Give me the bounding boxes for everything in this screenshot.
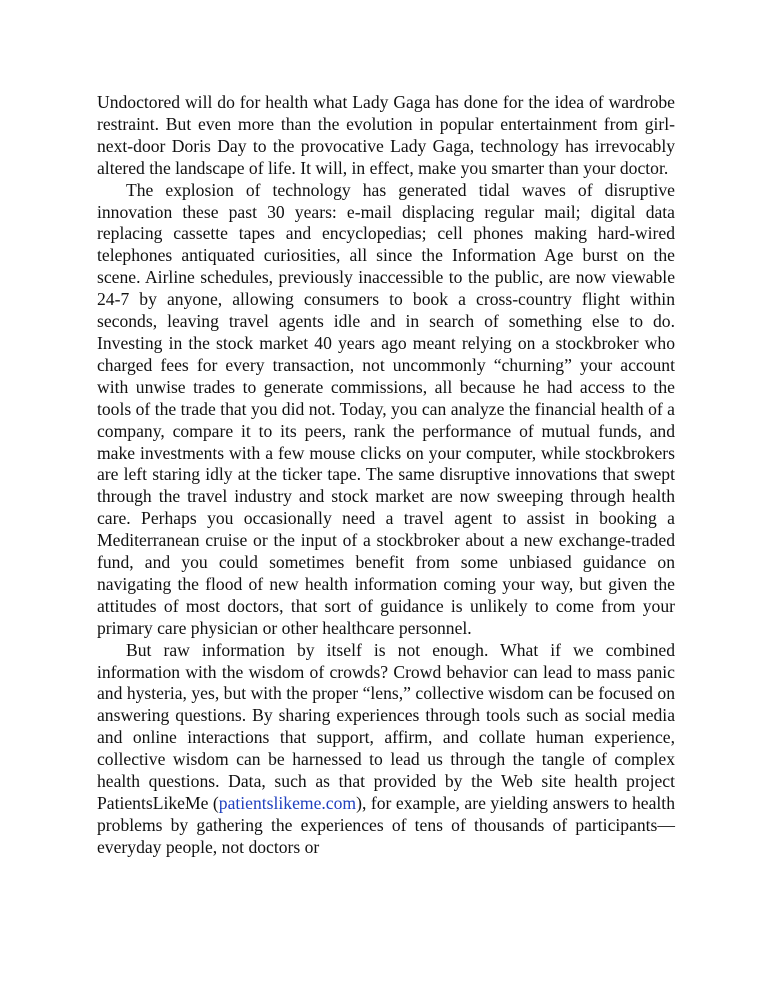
patientslikeme-link[interactable]: patientslikeme.com: [218, 793, 357, 813]
paragraph-3-text-before-link: But raw information by itself is not enough. What if we combined information with the wisdom of crowds? Crowd behavior can lead to mass panic and hysteria, yes, but with the proper “lens,” collective wisdom can be focused on answering questions. By sharing experiences through tools such as social media and online interactions that support, affirm, and collate human experience, collective wisdom can be harnessed to lead us through the tangle of complex health questions. Data, such as that provided by the Web site health project PatientsLikeMe (: [97, 639, 675, 813]
paragraph-3-text-after-link: ), for example, are yielding answers to health problems by gathering the experiences of tens of thousands of participants—everyday people, not doctors or: [97, 793, 675, 857]
book-page-body: [97, 92, 675, 859]
paragraph-2: The explosion of technology has generated tidal waves of disruptive innovation these past 30 years: e-mail displacing regular mail; digital data replacing cassette tapes and encyclopedias; cell phones making hard-wired telephones antiquated curiosities, all since the Information Age burst on the scene. Airline schedules, previously inaccessible to the public, are now viewable 24-7 by anyone, allowing consumers to book a cross-country flight within seconds, leaving travel agents idle and in search of something else to do. Investing in the stock market 40 years ago meant relying on a stockbroker who charged fees for every transaction, not uncommonly “churning” your account with unwise trades to generate commissions, all because he had access to the tools of the trade that you did not. Today, you can analyze the financial health of a company, compare it to its peers, rank the performance of mutual funds, and make investments with a few mouse clicks on your computer, while stockbrokers are left staring idly at the ticker tape. The same disruptive innovations that swept through the travel industry and stock market are now sweeping through health care. Perhaps you occasionally need a travel agent to assist in booking a Mediterranean cruise or the input of a stockbroker about a new exchange-traded fund, and you could sometimes benefit from some unbiased guidance on navigating the flood of new health information coming your way, but given the attitudes of most doctors, that sort of guidance is unlikely to come from your primary care physician or other healthcare personnel.: [97, 179, 675, 638]
paragraph-1: Undoctored will do for health what Lady Gaga has done for the idea of wardrobe restraint. But even more than the evolution in popular entertainment from girl-next-door Doris Day to the provocative Lady Gaga, technology has irrevocably altered the landscape of life. It will, in effect, make you smarter than your doctor.: [97, 92, 675, 178]
paragraph-3: [97, 640, 675, 859]
